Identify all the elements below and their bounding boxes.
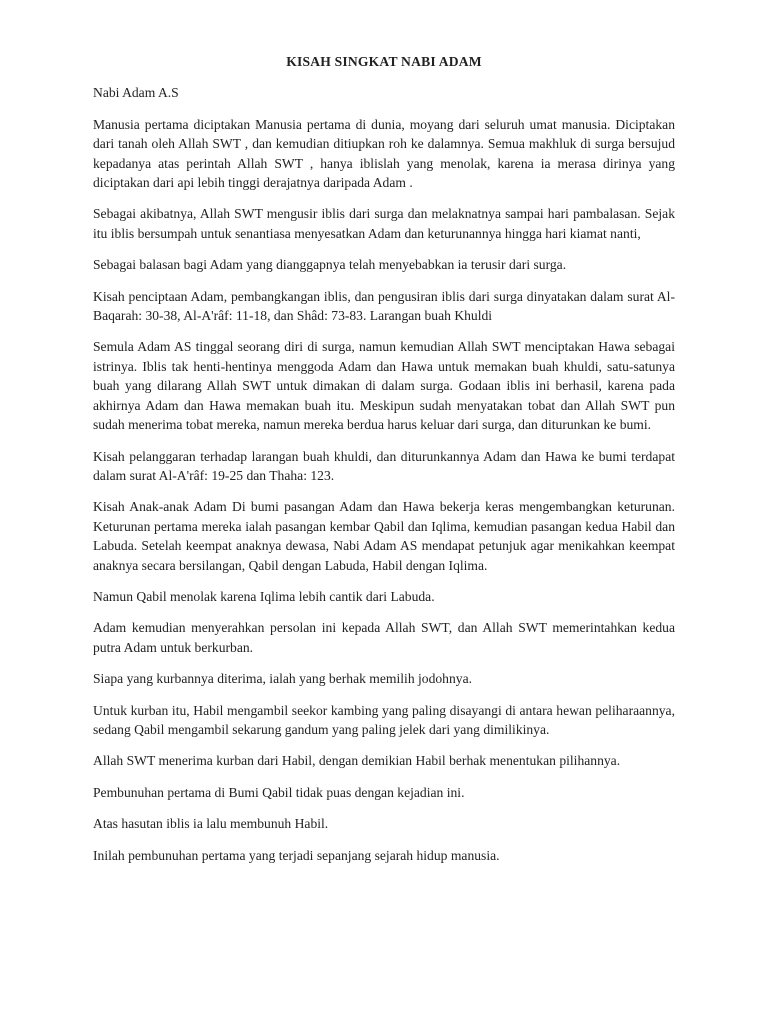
paragraph: Namun Qabil menolak karena Iqlima lebih cantik dari Labuda. — [93, 588, 435, 604]
paragraph: Inilah pembunuhan pertama yang terjadi sepanjang sejarah hidup manusia. — [93, 847, 500, 863]
paragraph: Siapa yang kurbannya diterima, ialah yang berhak memilih jodohnya. — [93, 671, 473, 687]
paragraph: Atas hasutan iblis ia lalu membunuh Habil. — [93, 816, 329, 832]
paragraph: Untuk kurban itu, Habil mengambil seekor kambing yang paling disayangi di antara hewan peliharaannya, sedang Qabil mengambil sekarung gandum yang paling jelek dari yang dimilikinya. — [93, 702, 675, 737]
paragraph: Adam kemudian menyerahkan persolan ini kepada Allah SWT, dan Allah SWT memerintahkan kedua putra Adam untuk berkurban. — [93, 620, 675, 655]
paragraph: Pembunuhan pertama di Bumi Qabil tidak puas dengan kejadian ini. — [93, 784, 465, 800]
paragraph: Kisah pelanggaran terhadap larangan buah khuldi, dan diturunkannya Adam dan Hawa ke bumi terdapat dalam surat Al-A'râf: 19-25 dan Thaha: 123. — [93, 448, 675, 483]
paragraph: Kisah penciptaan Adam, pembangkangan iblis, dan pengusiran iblis dari surga dinyatakan dalam surat Al-Baqarah: 30-38, Al-A'râf: 11-18, dan Shâd: 73-83. Larangan buah Khuldi — [93, 288, 675, 324]
paragraph: Sebagai akibatnya, Allah SWT mengusir iblis dari surga dan melaknatnya sampai hari pambalasan. Sejak itu iblis bersumpah untuk senantiasa menyesatkan Adam dan keturunannya hingga hari kiamat nanti, — [93, 206, 675, 241]
paragraph: Manusia pertama diciptakan Manusia pertama di dunia, moyang dari seluruh umat manusia. Diciptakan dari tanah oleh Allah SWT , dan kemudian ditiupkan roh ke dalamnya. Semua makhluk di surga bersujud kepadanya atas perintah Allah SWT , hanya iblislah yang menolak, karena ia merasa dirinya yang diciptakan dari api lebih tinggi derajatnya daripada Adam . — [93, 116, 675, 191]
paragraph: Semula Adam AS tinggal seorang diri di surga, namun kemudian Allah SWT menciptakan Hawa sebagai istrinya. Iblis tak henti-hentinya menggoda Adam dan Hawa untuk memakan buah khuldi, satu-satunya buah yang dilarang Allah SWT untuk dimakan di dalam surga. Godaan iblis ini berhasil, karena pada akhirnya Adam dan Hawa memakan buah itu. Meskipun sudah menyatakan tobat dan Allah SWT pun sudah menerima tobat mereka, namun mereka berdua harus keluar dari surga, dan diturunkan ke bumi. — [93, 339, 675, 433]
paragraph: Kisah Anak-anak Adam Di bumi pasangan Adam dan Hawa bekerja keras mengembangkan keturunan. Keturunan pertama mereka ialah pasangan kembar Qabil dan Iqlima, kemudian pasangan kedua Habil dan Labuda. Setelah keempat anaknya dewasa, Nabi Adam AS mendapat petunjuk agar menikahkan keempat anaknya secara bersilangan, Qabil dengan Labuda, Habil dengan Iqlima. — [93, 499, 675, 573]
document-title: KISAH SINGKAT NABI ADAM — [286, 54, 482, 69]
paragraph: Sebagai balasan bagi Adam yang dianggapnya telah menyebabkan ia terusir dari surga. — [93, 257, 567, 273]
document-subtitle: Nabi Adam A.S — [93, 85, 179, 101]
paragraph: Allah SWT menerima kurban dari Habil, dengan demikian Habil berhak menentukan pilihannya. — [93, 753, 621, 769]
